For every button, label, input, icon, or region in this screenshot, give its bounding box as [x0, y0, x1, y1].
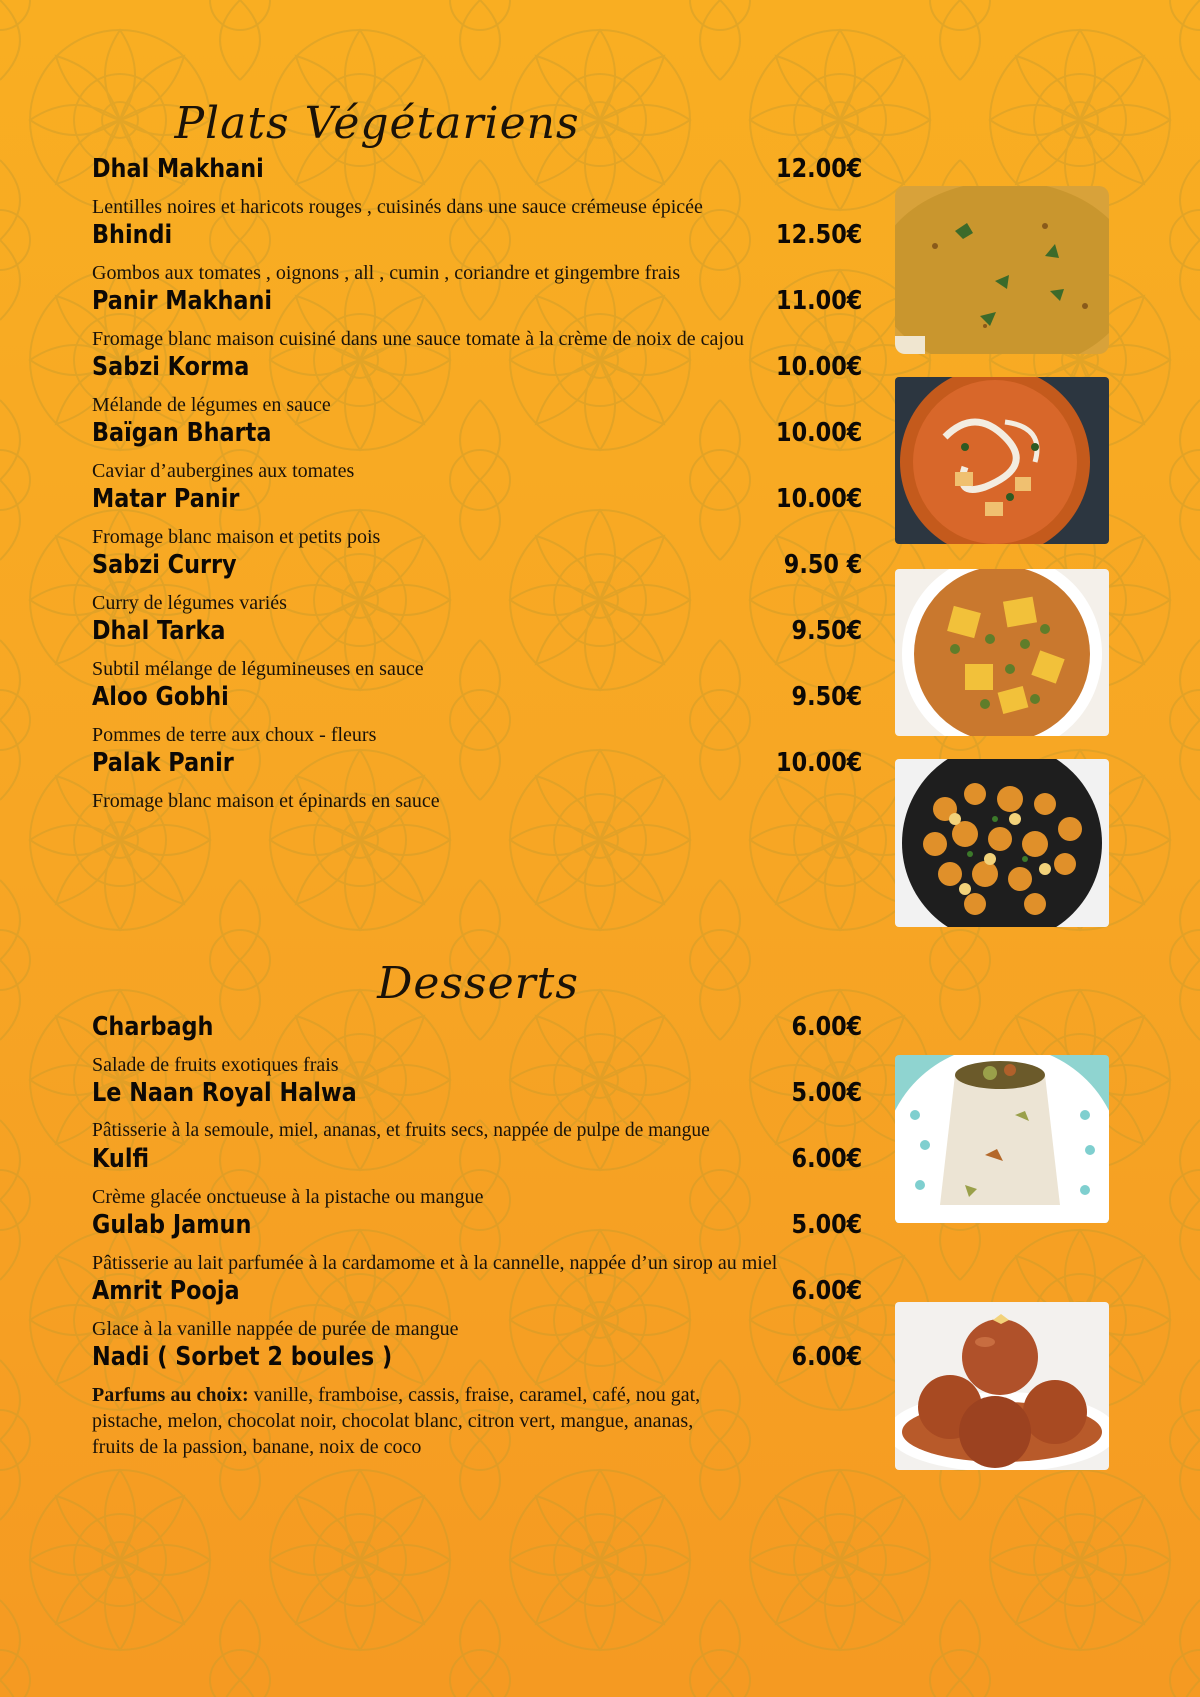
matar-panir-photo	[895, 569, 1109, 736]
item-name: Sabzi Curry	[92, 550, 237, 580]
item-price: 5.00€	[791, 1078, 862, 1108]
item-name: Kulfi	[92, 1144, 150, 1174]
item-description: Fromage blanc maison et petits pois	[92, 526, 381, 548]
item-description: Mélande de légumes en sauce	[92, 394, 331, 416]
item-description: Lentilles noires et haricots rouges , cuisinés dans une sauce crémeuse épicée	[92, 196, 703, 218]
menu-item	[92, 1144, 862, 1210]
item-description: Glace à la vanille nappée de purée de mangue	[92, 1318, 459, 1340]
menu-item	[92, 1276, 862, 1342]
item-description: Pommes de terre aux choux - fleurs	[92, 724, 377, 746]
item-price: 10.00€	[775, 418, 862, 448]
item-description: Curry de légumes variés	[92, 592, 287, 614]
item-name: Bhindi	[92, 220, 173, 250]
item-description: Fromage blanc maison cuisiné dans une sauce tomate à la crème de noix de cajou	[92, 328, 744, 350]
item-name: Matar Panir	[92, 484, 240, 514]
section-title-desserts: Desserts	[377, 958, 579, 1009]
item-description: Subtil mélange de légumineuses en sauce	[92, 658, 424, 680]
flavours-list: vanille, framboise, cassis, fraise, caramel, café, nou gat, pistache, melon, chocolat noir, chocolat blanc, citron vert, mangue, ananas, fruits de la passion, banane, noix de coco	[92, 1384, 701, 1458]
item-price: 9.50 €	[783, 550, 862, 580]
vegetarian-menu-list	[92, 154, 862, 814]
menu-item	[92, 1342, 862, 1460]
item-name: Nadi ( Sorbet 2 boules )	[92, 1342, 393, 1372]
menu-item	[92, 682, 862, 748]
item-description: Pâtisserie au lait parfumée à la cardamome et à la cannelle, nappée d’un sirop au miel	[92, 1252, 778, 1274]
menu-item	[92, 748, 862, 814]
menu-item	[92, 1078, 862, 1144]
item-description: Fromage blanc maison et épinards en sauce	[92, 790, 440, 812]
item-price: 12.00€	[775, 154, 862, 184]
item-description: Caviar d’aubergines aux tomates	[92, 460, 355, 482]
item-name: Le Naan Royal Halwa	[92, 1078, 357, 1108]
item-name: Charbagh	[92, 1012, 214, 1042]
item-name: Amrit Pooja	[92, 1276, 240, 1306]
menu-item	[92, 1012, 862, 1078]
item-name: Dhal Tarka	[92, 616, 226, 646]
gulab-jamun-photo	[895, 1302, 1109, 1470]
item-price: 11.00€	[775, 286, 862, 316]
item-price: 6.00€	[791, 1276, 862, 1306]
item-price: 9.50€	[791, 616, 862, 646]
item-price: 10.00€	[775, 748, 862, 778]
item-price: 6.00€	[791, 1144, 862, 1174]
menu-item	[92, 418, 862, 484]
item-price: 5.00€	[791, 1210, 862, 1240]
item-description: Crème glacée onctueuse à la pistache ou mangue	[92, 1186, 484, 1208]
item-price: 10.00€	[775, 484, 862, 514]
item-name: Sabzi Korma	[92, 352, 250, 382]
naan-royal-halwa-photo	[895, 1055, 1109, 1223]
item-name: Panir Makhani	[92, 286, 273, 316]
menu-item	[92, 1210, 862, 1276]
item-name: Dhal Makhani	[92, 154, 264, 184]
item-price: 6.00€	[791, 1342, 862, 1372]
aloo-gobhi-photo	[895, 759, 1109, 927]
item-name: Gulab Jamun	[92, 1210, 252, 1240]
section-title-vegetarian: Plats Végétariens	[174, 98, 580, 149]
item-description: Salade de fruits exotiques frais	[92, 1054, 339, 1076]
item-price: 12.50€	[775, 220, 862, 250]
menu-item	[92, 220, 862, 286]
flavours-label: Parfums au choix:	[92, 1384, 249, 1406]
item-description: Pâtisserie à la semoule, miel, ananas, et fruits secs, nappée de pulpe de mangue	[92, 1120, 710, 1141]
menu-item	[92, 154, 862, 220]
dhal-makhani-photo	[895, 186, 1109, 354]
item-description	[92, 1382, 732, 1460]
menu-item	[92, 616, 862, 682]
panir-makhani-photo	[895, 377, 1109, 544]
item-price: 9.50€	[791, 682, 862, 712]
item-description: Gombos aux tomates , oignons , all , cumin , coriandre et gingembre frais	[92, 262, 681, 284]
item-name: Baïgan Bharta	[92, 418, 272, 448]
menu-item	[92, 352, 862, 418]
desserts-menu-list	[92, 1012, 862, 1460]
menu-item	[92, 286, 862, 352]
menu-item	[92, 550, 862, 616]
item-price: 6.00€	[791, 1012, 862, 1042]
item-price: 10.00€	[775, 352, 862, 382]
menu-item	[92, 484, 862, 550]
item-name: Palak Panir	[92, 748, 234, 778]
item-name: Aloo Gobhi	[92, 682, 229, 712]
